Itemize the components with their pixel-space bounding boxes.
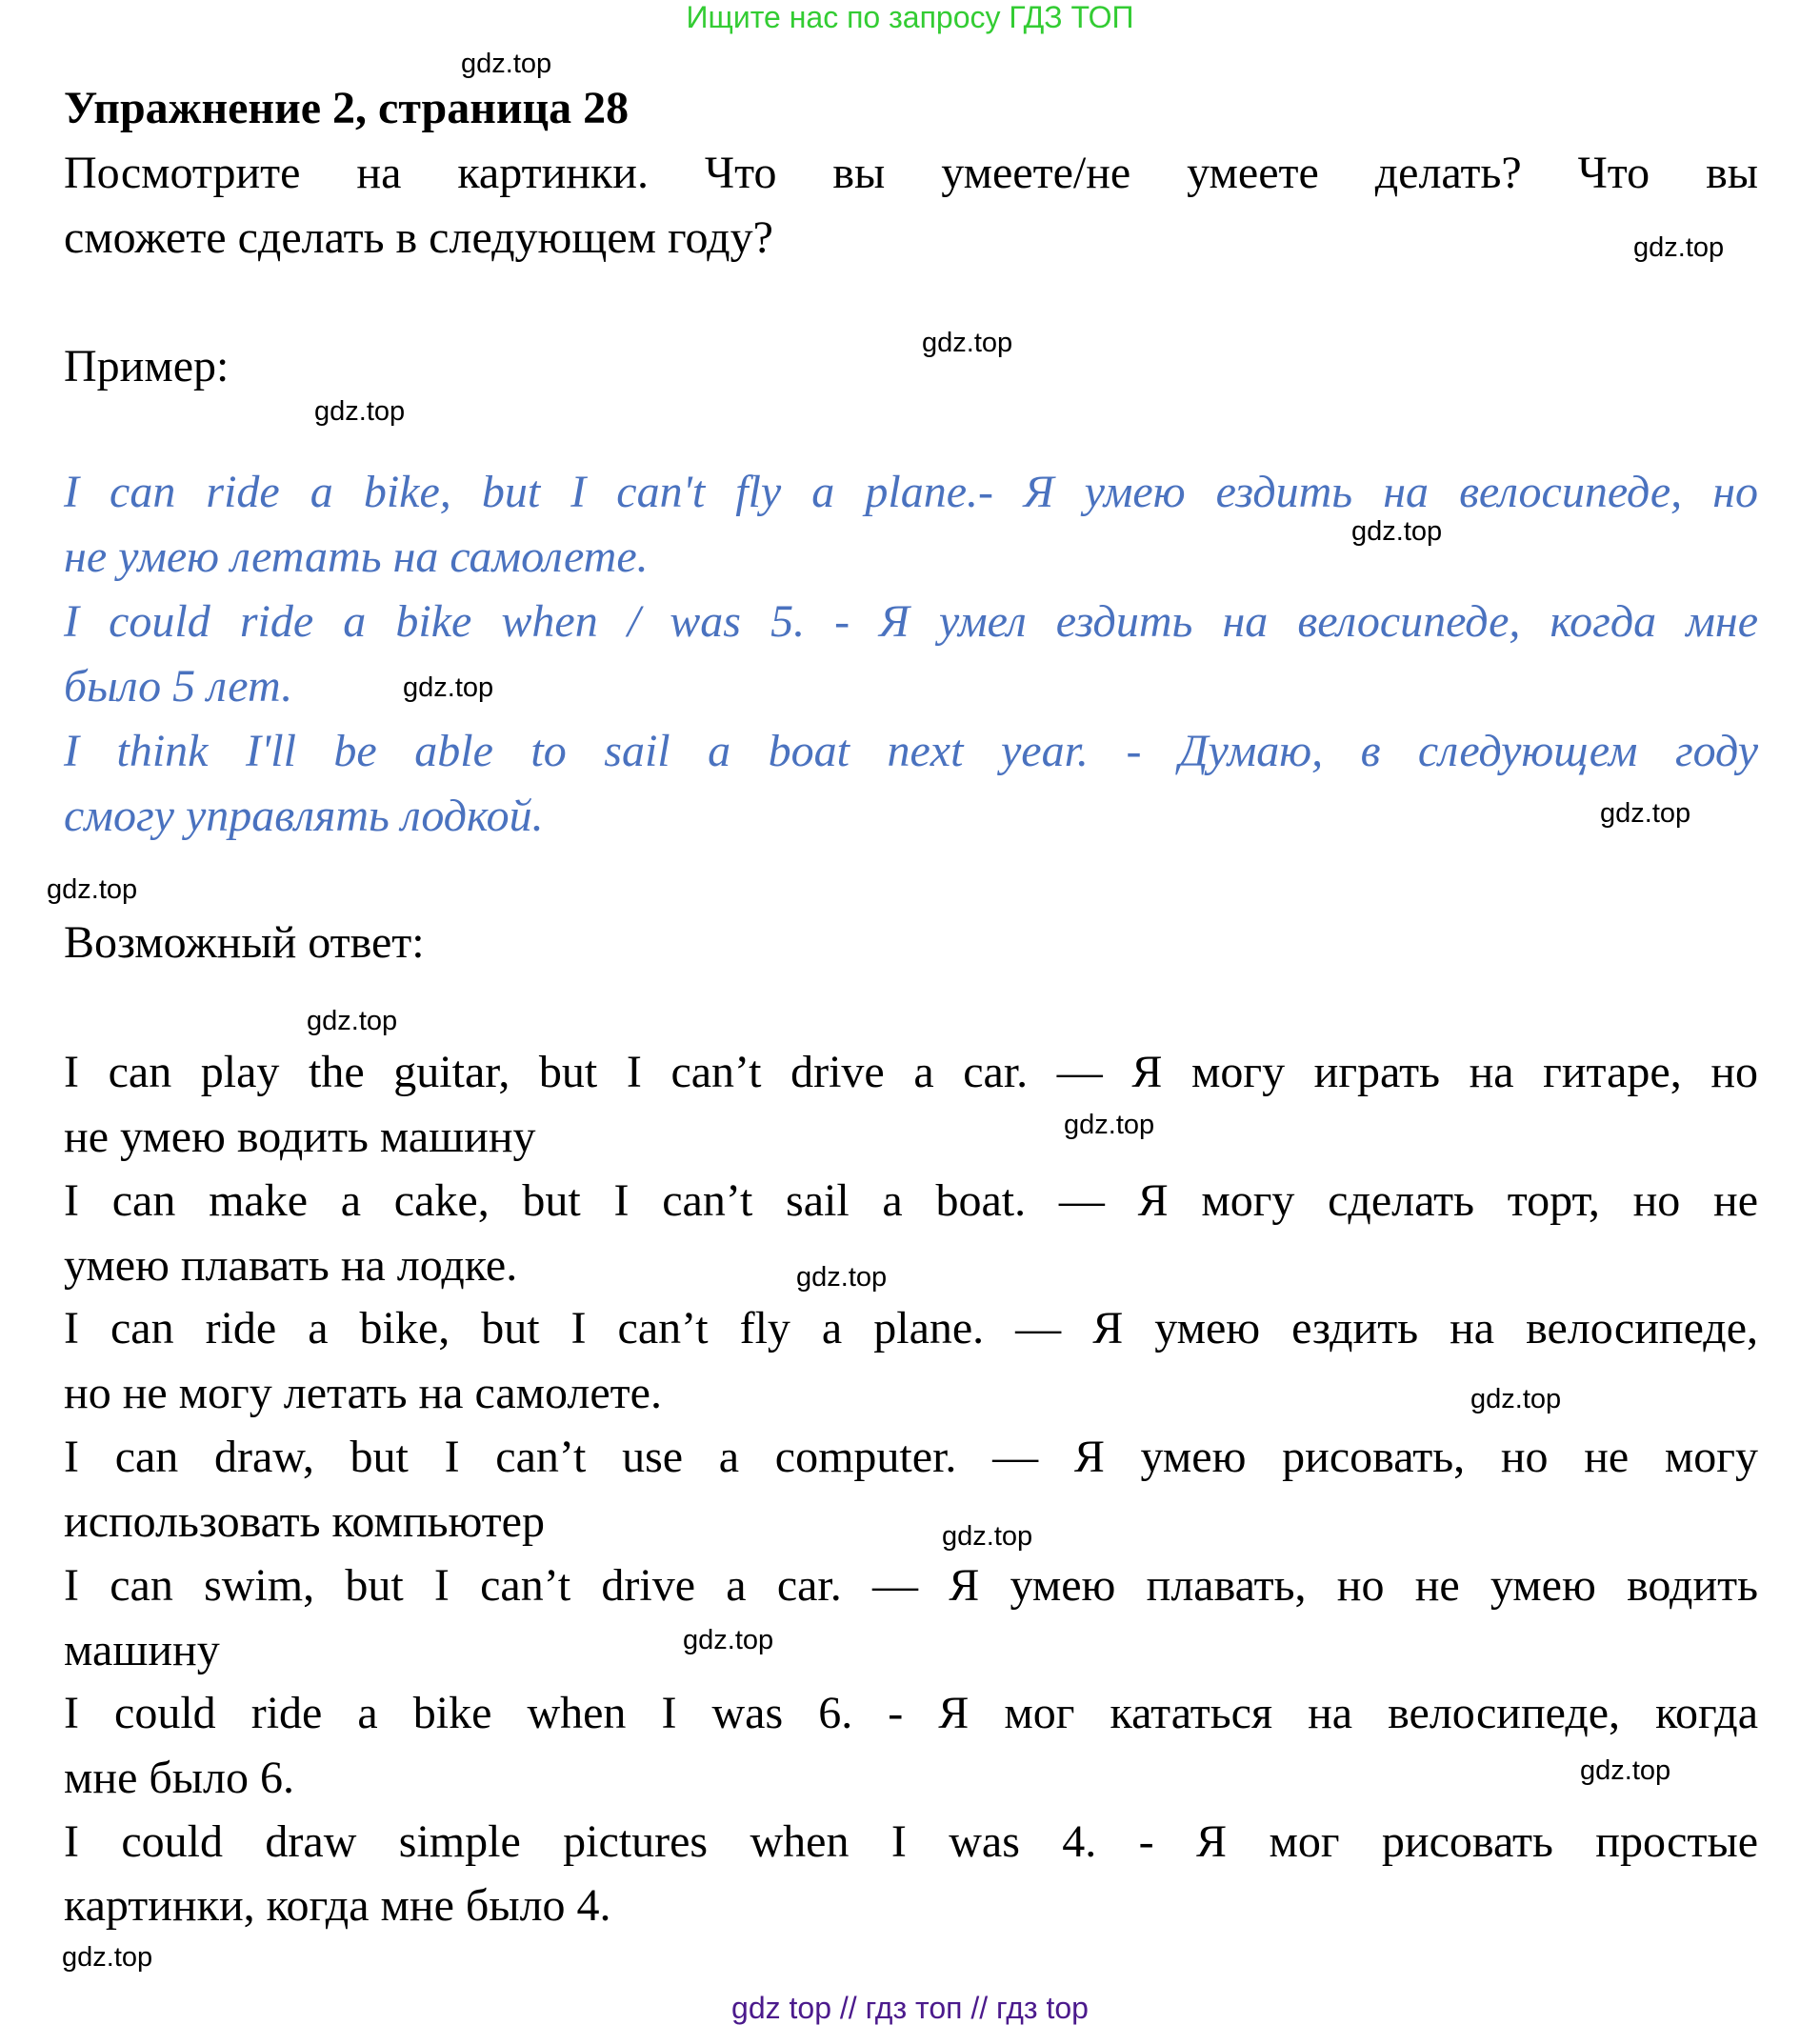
watermark: gdz.top <box>307 1006 398 1036</box>
example-line: было 5 лет. <box>64 661 293 712</box>
watermark: gdz.top <box>1470 1384 1562 1414</box>
answer-line: I could draw simple pictures when I was 4. - Я мог рисовать простые <box>64 1816 1758 1867</box>
footer-links[interactable]: gdz top // гдз топ // гдз top <box>731 1991 1089 2025</box>
watermark: gdz.top <box>942 1521 1033 1552</box>
answer-line: картинки, когда мне было 4. <box>64 1880 611 1931</box>
example-line: I could ride a bike when / was 5. - Я умел ездить на велосипеде, когда мне <box>64 596 1758 647</box>
watermark: gdz.top <box>1580 1755 1671 1786</box>
watermark: gdz.top <box>461 49 552 79</box>
answer-line: I can swim, but I can’t drive a car. — Я умею плавать, но не умею водить <box>64 1560 1758 1611</box>
page-title: Упражнение 2, страница 28 <box>64 83 630 133</box>
answer-line: умею плавать на лодке. <box>64 1240 518 1291</box>
answer-line: использовать компьютер <box>64 1496 545 1547</box>
watermark: gdz.top <box>922 328 1013 358</box>
watermark: gdz.top <box>314 396 406 427</box>
example-line: не умею летать на самолете. <box>64 531 649 582</box>
search-banner[interactable]: Ищите нас по запросу ГДЗ ТОП <box>686 0 1134 34</box>
task-line: сможете сделать в следующем году? <box>64 212 773 263</box>
answer-line: мне было 6. <box>64 1753 294 1803</box>
answer-line: I can play the guitar, but I can’t drive a car. — Я могу играть на гитаре, но <box>64 1047 1758 1097</box>
answer-line: машину <box>64 1625 220 1675</box>
watermark: gdz.top <box>1351 516 1443 547</box>
task-line: Посмотрите на картинки. Что вы умеете/не умеете делать? Что вы <box>64 148 1758 198</box>
answer-line: I could ride a bike when I was 6. - Я мог кататься на велосипеде, когда <box>64 1688 1758 1738</box>
answer-label: Возможный ответ: <box>64 917 425 968</box>
example-line: I can ride a bike, but I can't fly a plane.- Я умею ездить на велосипеде, но <box>64 467 1758 517</box>
watermark: gdz.top <box>62 1942 153 1973</box>
watermark: gdz.top <box>47 874 138 905</box>
watermark: gdz.top <box>403 672 494 703</box>
answer-line: не умею водить машину <box>64 1112 536 1162</box>
watermark: gdz.top <box>1633 232 1725 263</box>
example-line: I think I'll be able to sail a boat next year. - Думаю, в следующем году <box>64 726 1758 776</box>
watermark: gdz.top <box>796 1262 888 1293</box>
answer-line: I can make a cake, but I can’t sail a boat. — Я могу сделать торт, но не <box>64 1175 1758 1226</box>
watermark: gdz.top <box>1600 798 1691 829</box>
answer-line: I can draw, but I can’t use a computer. — Я умею рисовать, но не могу <box>64 1432 1758 1482</box>
example-line: смогу управлять лодкой. <box>64 791 544 841</box>
answer-line: но не могу летать на самолете. <box>64 1368 662 1418</box>
watermark: gdz.top <box>683 1625 774 1655</box>
watermark: gdz.top <box>1064 1110 1155 1140</box>
example-label: Пример: <box>64 341 230 391</box>
answer-line: I can ride a bike, but I can’t fly a plane. — Я умею ездить на велосипеде, <box>64 1303 1758 1353</box>
